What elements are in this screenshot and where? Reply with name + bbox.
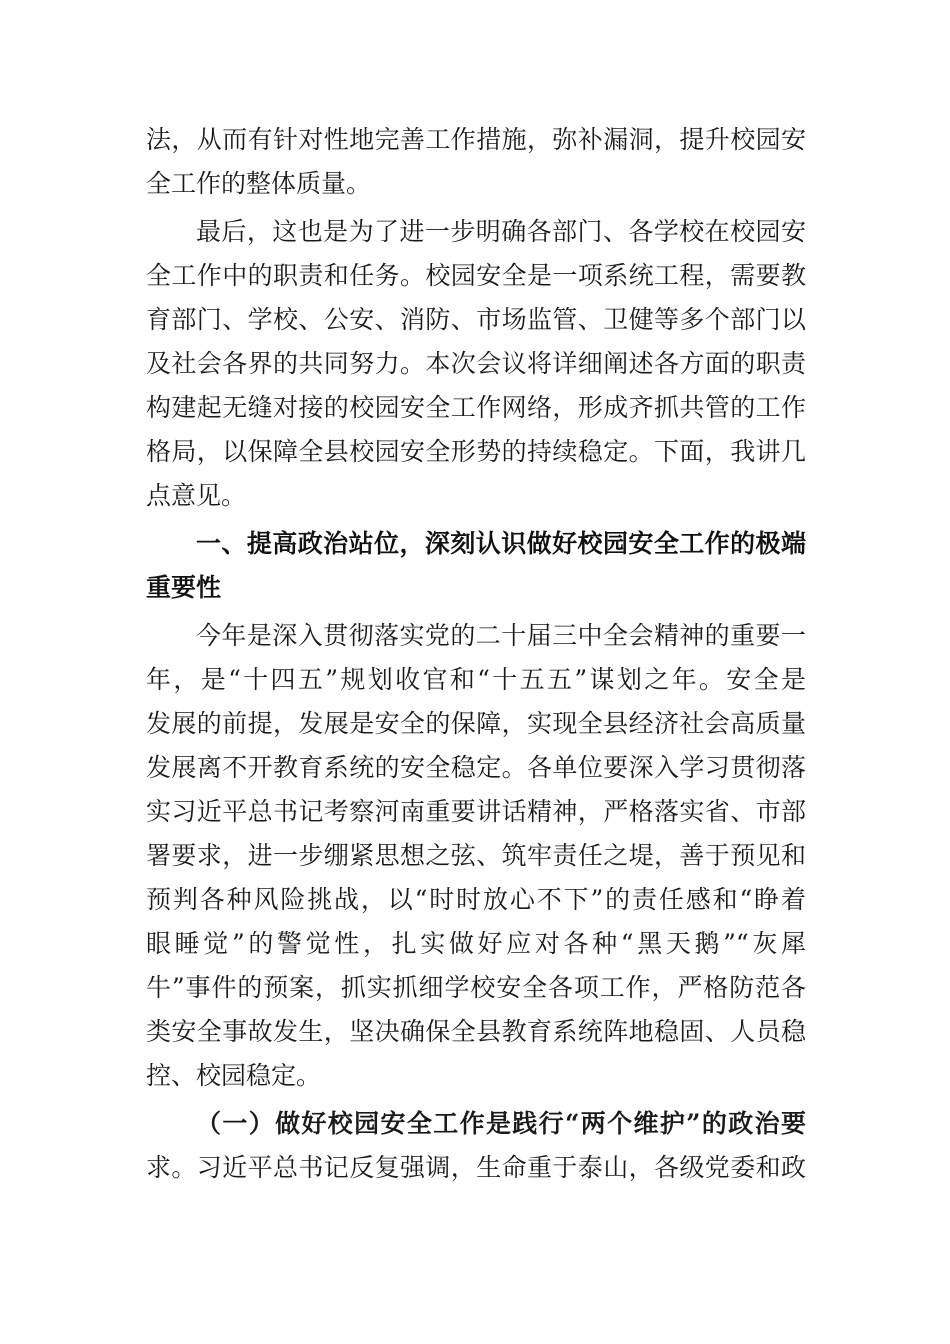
text-line: 及社会各界的共同努力。本次会议将详细阐述各方面的职责 [146,349,806,378]
text-line: 求。习近平总书记反复强调，生命重于泰山，各级党委和政 [146,1153,806,1182]
text-line: 育部门、学校、公安、消防、市场监管、卫健等多个部门以 [146,305,806,334]
text-line: 年，是“十四五”规划收官和“十五五”谋划之年。安全是 [146,665,806,694]
text-line: 格局，以保障全县校园安全形势的持续稳定。下面，我讲几 [146,437,806,466]
text-line: 发展离不开教育系统的安全稳定。各单位要深入学习贯彻落 [146,753,806,782]
section-heading: 一、提高政治站位，深刻认识做好校园安全工作的极端 [196,529,806,558]
section-heading-continued: 重要性 [146,573,222,602]
text-line: 全工作的整体质量。 [146,169,372,198]
text-line: 眼睡觉”的警觉性，扎实做好应对各种“黑天鹅”“灰犀 [146,929,806,958]
text-line: 全工作中的职责和任务。校园安全是一项系统工程，需要教 [146,261,806,290]
text-line: 构建起无缝对接的校园安全工作网络，形成齐抓共管的工作 [146,393,806,422]
text-line: 点意见。 [146,481,247,510]
text-line: 牛”事件的预案，抓实抓细学校安全各项工作，严格防范各 [146,973,806,1002]
text-line: 今年是深入贯彻落实党的二十届三中全会精神的重要一 [196,621,806,650]
text-line: 实习近平总书记考察河南重要讲话精神，严格落实省、市部 [146,797,806,826]
subsection-heading: （一）做好校园安全工作是践行“两个维护”的政治要 [196,1109,806,1138]
text-line: 最后，这也是为了进一步明确各部门、各学校在校园安 [196,217,806,246]
text-line: 类安全事故发生，坚决确保全县教育系统阵地稳固、人员稳 [146,1017,806,1046]
text-line: 预判各种风险挑战，以“时时放心不下”的责任感和“睁着 [146,885,806,914]
text-line: 法，从而有针对性地完善工作措施，弥补漏洞，提升校园安 [146,125,806,154]
text-line: 署要求，进一步绷紧思想之弦、筑牢责任之堤，善于预见和 [146,841,806,870]
text-line: 发展的前提，发展是安全的保障，实现全县经济社会高质量 [146,709,806,738]
text-line: 控、校园稳定。 [146,1061,322,1090]
